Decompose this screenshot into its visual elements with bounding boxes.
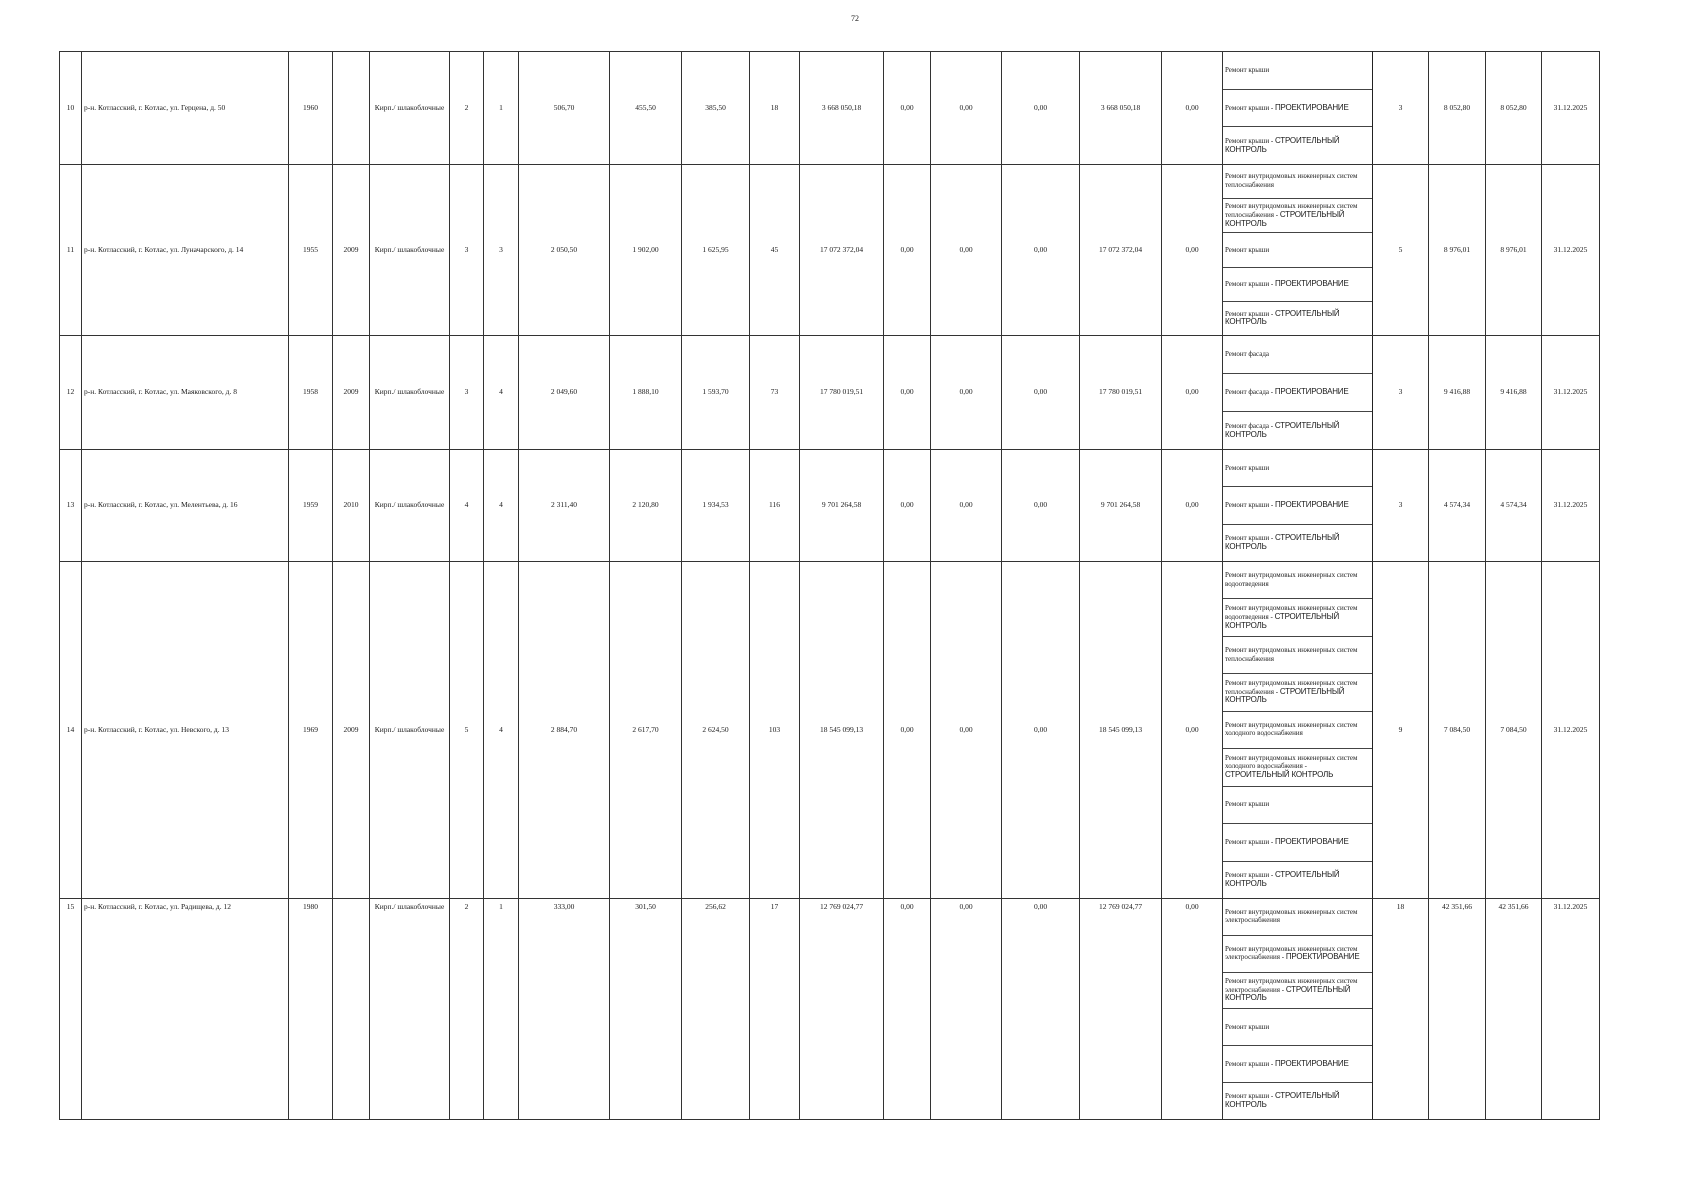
fund-federal-cell: 0,00 <box>884 450 931 562</box>
work-item <box>1223 524 1372 561</box>
work-item-stage: ПРОЕКТИРОВАНИЕ <box>1274 387 1349 397</box>
work-item-label: Ремонт внутридомовых инженерных систем холодного водоснабжения - <box>1225 754 1358 770</box>
works-list <box>1223 336 1372 449</box>
work-item-label: Ремонт внутридомовых инженерных систем водоотведения <box>1225 570 1358 588</box>
work-item-text <box>1225 173 1370 189</box>
row-number: 15 <box>60 899 82 1120</box>
unit-cost-cell: 4 574,34 <box>1429 450 1486 562</box>
works-list <box>1223 899 1372 1119</box>
work-item-label: Ремонт внутридомовых инженерных систем электроснабжения <box>1225 907 1358 925</box>
work-item-stage: СТРОИТЕЛЬНЫЙ КОНТРОЛЬ <box>1225 869 1340 888</box>
residents-cell: 116 <box>750 450 800 562</box>
work-item-label: Ремонт крыши - <box>1225 837 1275 846</box>
fund-local-cell: 0,00 <box>1002 52 1080 165</box>
fund-owners-cell: 12 769 024,77 <box>1080 899 1162 1120</box>
work-item-text <box>1225 755 1370 779</box>
work-item-label: Ремонт крыши <box>1225 1023 1270 1031</box>
table-row <box>60 336 1600 450</box>
work-item-label: Ремонт внутридомовых инженерных систем водоотведения - <box>1225 604 1358 621</box>
residents-cell: 73 <box>750 336 800 450</box>
fund-federal-cell: 0,00 <box>884 165 931 336</box>
unit-cost-cell: 8 052,80 <box>1429 52 1486 165</box>
total-area-cell: 2 884,70 <box>519 562 610 899</box>
deadline-cell: 31.12.2025 <box>1542 899 1600 1120</box>
work-item-text <box>1225 800 1269 809</box>
works-list <box>1223 562 1372 898</box>
work-item-text <box>1225 350 1269 359</box>
work-item <box>1223 267 1372 301</box>
fund-local-cell: 0,00 <box>1002 165 1080 336</box>
premises-area-cell: 455,50 <box>610 52 682 165</box>
work-item <box>1223 1008 1372 1045</box>
work-item-label: Ремонт внутридомовых инженерных систем теплоснабжения - <box>1225 202 1358 219</box>
work-item-stage: СТРОИТЕЛЬНЫЙ КОНТРОЛЬ <box>1225 209 1345 228</box>
work-item-text <box>1225 534 1370 552</box>
work-item <box>1223 411 1372 449</box>
work-item-text <box>1225 310 1370 328</box>
wall-material-cell: Кирп./ шлакоблочные <box>370 899 450 1120</box>
table-row <box>60 52 1600 165</box>
year-built-cell: 1960 <box>289 52 333 165</box>
work-item-stage: СТРОИТЕЛЬНЫЙ КОНТРОЛЬ <box>1225 135 1340 154</box>
wall-material-cell: Кирп./ шлакоблочные <box>370 562 450 899</box>
row-number: 11 <box>60 165 82 336</box>
entrances-cell: 4 <box>484 450 519 562</box>
work-item-stage: СТРОИТЕЛЬНЫЙ КОНТРОЛЬ <box>1225 984 1351 1003</box>
work-item <box>1223 673 1372 710</box>
work-item-stage: ПРОЕКТИРОВАНИЕ <box>1274 278 1349 288</box>
work-item <box>1223 165 1372 198</box>
work-item-stage: СТРОИТЕЛЬНЫЙ КОНТРОЛЬ <box>1225 686 1345 705</box>
fund-local-cell: 0,00 <box>1002 336 1080 450</box>
total-area-cell: 333,00 <box>519 899 610 1120</box>
total-cost-cell: 18 545 099,13 <box>800 562 884 899</box>
work-item <box>1223 786 1372 823</box>
works-list <box>1223 52 1372 164</box>
work-item <box>1223 636 1372 673</box>
fund-federal-cell: 0,00 <box>884 52 931 165</box>
work-item-text <box>1225 246 1269 255</box>
fund-regional-cell: 0,00 <box>931 52 1002 165</box>
deadline-cell: 31.12.2025 <box>1542 562 1600 899</box>
work-item-text <box>1225 501 1349 510</box>
total-area-cell: 2 050,50 <box>519 165 610 336</box>
unit-cost-limit-cell: 7 084,50 <box>1486 562 1542 899</box>
fund-regional-cell: 0,00 <box>931 899 1002 1120</box>
work-item-label: Ремонт внутридомовых инженерных систем холодного водоснабжения <box>1225 720 1358 738</box>
premises-area-cell: 2 120,80 <box>610 450 682 562</box>
entrances-cell: 1 <box>484 52 519 165</box>
works-list <box>1223 450 1372 561</box>
unit-cost-cell: 7 084,50 <box>1429 562 1486 899</box>
floors-cell: 3 <box>450 336 484 450</box>
work-item <box>1223 89 1372 127</box>
work-item-label: Ремонт внутридомовых инженерных систем электроснабжения - <box>1225 944 1358 962</box>
fund-local-cell: 0,00 <box>1002 562 1080 899</box>
work-item-text <box>1225 280 1349 289</box>
premises-area-cell: 1 888,10 <box>610 336 682 450</box>
work-item-label: Ремонт крыши - <box>1225 136 1275 145</box>
page-number: 72 <box>851 14 859 23</box>
table-row <box>60 165 1600 336</box>
work-item-stage: СТРОИТЕЛЬНЫЙ КОНТРОЛЬ <box>1225 308 1340 327</box>
works-list-cell <box>1223 165 1373 336</box>
unit-cost-cell: 8 976,01 <box>1429 165 1486 336</box>
work-item <box>1223 450 1372 486</box>
floors-cell: 4 <box>450 450 484 562</box>
wall-material-cell: Кирп./ шлакоблочные <box>370 165 450 336</box>
unit-cost-limit-cell: 9 416,88 <box>1486 336 1542 450</box>
total-cost-cell: 3 668 050,18 <box>800 52 884 165</box>
work-item <box>1223 373 1372 411</box>
address-cell: р-н. Котласский, г. Котлас, ул. Маяковского, д. 8 <box>82 336 289 450</box>
total-cost-cell: 12 769 024,77 <box>800 899 884 1120</box>
year-renovation-cell: 2009 <box>333 336 370 450</box>
work-item <box>1223 486 1372 523</box>
fund-federal-cell: 0,00 <box>884 336 931 450</box>
work-item-stage: ПРОЕКТИРОВАНИЕ <box>1274 836 1349 846</box>
work-item-text <box>1225 1023 1269 1032</box>
year-built-cell: 1969 <box>289 562 333 899</box>
works-list-cell <box>1223 562 1373 899</box>
work-item-text <box>1225 838 1349 847</box>
work-item-label: Ремонт крыши <box>1225 800 1270 809</box>
work-item-stage: ПРОЕКТИРОВАНИЕ <box>1285 952 1360 962</box>
residents-cell: 17 <box>750 899 800 1120</box>
work-item <box>1223 598 1372 635</box>
work-item-text <box>1225 66 1269 75</box>
total-cost-cell: 9 701 264,58 <box>800 450 884 562</box>
work-item <box>1223 935 1372 972</box>
fund-owners-cell: 9 701 264,58 <box>1080 450 1162 562</box>
year-renovation-cell: 2010 <box>333 450 370 562</box>
floors-cell: 2 <box>450 52 484 165</box>
work-item-text <box>1225 464 1269 473</box>
work-item-text <box>1225 203 1370 228</box>
work-item-text <box>1225 978 1370 1003</box>
table-row <box>60 562 1600 899</box>
deadline-cell: 31.12.2025 <box>1542 165 1600 336</box>
work-item-stage: СТРОИТЕЛЬНЫЙ КОНТРОЛЬ <box>1225 769 1334 779</box>
fund-regional-cell: 0,00 <box>931 450 1002 562</box>
work-item-text <box>1225 680 1370 705</box>
work-item-stage: СТРОИТЕЛЬНЫЙ КОНТРОЛЬ <box>1225 1091 1340 1110</box>
premises-area-cell: 1 902,00 <box>610 165 682 336</box>
fund-owners-cell: 17 072 372,04 <box>1080 165 1162 336</box>
deadline-cell: 31.12.2025 <box>1542 52 1600 165</box>
work-item-label: Ремонт крыши - <box>1225 103 1275 112</box>
fund-other-cell: 0,00 <box>1162 562 1223 899</box>
row-number: 13 <box>60 450 82 562</box>
unit-cost-limit-cell: 4 574,34 <box>1486 450 1542 562</box>
wall-material-cell: Кирп./ шлакоблочные <box>370 52 450 165</box>
work-item-label: Ремонт крыши - <box>1225 1059 1275 1068</box>
row-number: 12 <box>60 336 82 450</box>
living-area-cell: 385,50 <box>682 52 750 165</box>
works-list-cell <box>1223 899 1373 1120</box>
unit-cost-limit-cell: 42 351,66 <box>1486 899 1542 1120</box>
floors-cell: 2 <box>450 899 484 1120</box>
fund-federal-cell: 0,00 <box>884 899 931 1120</box>
entrances-cell: 4 <box>484 562 519 899</box>
work-item <box>1223 861 1372 898</box>
work-count-cell: 18 <box>1373 899 1429 1120</box>
work-item <box>1223 52 1372 89</box>
year-renovation-cell <box>333 899 370 1120</box>
total-area-cell: 506,70 <box>519 52 610 165</box>
work-item <box>1223 823 1372 860</box>
year-renovation-cell: 2009 <box>333 562 370 899</box>
work-item <box>1223 972 1372 1009</box>
premises-area-cell: 2 617,70 <box>610 562 682 899</box>
address-cell: р-н. Котласский, г. Котлас, ул. Радищева, д. 12 <box>82 899 289 1120</box>
wall-material-cell: Кирп./ шлакоблочные <box>370 450 450 562</box>
work-item-text <box>1225 722 1370 738</box>
work-item-text <box>1225 388 1348 397</box>
year-built-cell: 1959 <box>289 450 333 562</box>
work-item <box>1223 126 1372 164</box>
unit-cost-cell: 42 351,66 <box>1429 899 1486 1120</box>
work-item <box>1223 711 1372 748</box>
floors-cell: 3 <box>450 165 484 336</box>
work-item-text <box>1225 1092 1370 1110</box>
work-item-text <box>1225 104 1349 113</box>
works-list-cell <box>1223 52 1373 165</box>
deadline-cell: 31.12.2025 <box>1542 336 1600 450</box>
living-area-cell: 1 593,70 <box>682 336 750 450</box>
address-cell: р-н. Котласский, г. Котлас, ул. Герцена, д. 50 <box>82 52 289 165</box>
work-item <box>1223 1045 1372 1082</box>
work-item-label: Ремонт внутридомовых инженерных систем теплоснабжения <box>1225 645 1358 663</box>
work-item <box>1223 198 1372 232</box>
works-list <box>1223 165 1372 335</box>
total-cost-cell: 17 072 372,04 <box>800 165 884 336</box>
total-cost-cell: 17 780 019,51 <box>800 336 884 450</box>
residents-cell: 45 <box>750 165 800 336</box>
fund-other-cell: 0,00 <box>1162 450 1223 562</box>
work-item <box>1223 232 1372 266</box>
entrances-cell: 3 <box>484 165 519 336</box>
work-item <box>1223 301 1372 335</box>
work-item-text <box>1225 1060 1349 1069</box>
fund-regional-cell: 0,00 <box>931 336 1002 450</box>
work-count-cell: 3 <box>1373 336 1429 450</box>
premises-area-cell: 301,50 <box>610 899 682 1120</box>
address-cell: р-н. Котласский, г. Котлас, ул. Невского, д. 13 <box>82 562 289 899</box>
work-item-label: Ремонт фасада - <box>1225 421 1275 430</box>
row-number: 14 <box>60 562 82 899</box>
work-item-label: Ремонт фасада <box>1225 350 1270 359</box>
living-area-cell: 1 934,53 <box>682 450 750 562</box>
work-item-label: Ремонт крыши <box>1225 245 1270 254</box>
works-list-cell <box>1223 450 1373 562</box>
fund-local-cell: 0,00 <box>1002 450 1080 562</box>
address-cell: р-н. Котласский, г. Котлас, ул. Мелентьева, д. 16 <box>82 450 289 562</box>
year-built-cell: 1955 <box>289 165 333 336</box>
work-item-label: Ремонт крыши <box>1225 463 1270 472</box>
work-item-text <box>1225 871 1370 889</box>
fund-owners-cell: 3 668 050,18 <box>1080 52 1162 165</box>
work-item-label: Ремонт внутридомовых инженерных систем теплоснабжения - <box>1225 678 1358 696</box>
work-item-stage: СТРОИТЕЛЬНЫЙ КОНТРОЛЬ <box>1225 420 1340 439</box>
floors-cell: 5 <box>450 562 484 899</box>
fund-regional-cell: 0,00 <box>931 562 1002 899</box>
unit-cost-limit-cell: 8 052,80 <box>1486 52 1542 165</box>
work-item-label: Ремонт внутридомовых инженерных систем электроснабжения - <box>1225 976 1358 994</box>
address-cell: р-н. Котласский, г. Котлас, ул. Луначарского, д. 14 <box>82 165 289 336</box>
entrances-cell: 4 <box>484 336 519 450</box>
row-number: 10 <box>60 52 82 165</box>
fund-other-cell: 0,00 <box>1162 165 1223 336</box>
work-item-label: Ремонт крыши - <box>1225 870 1275 879</box>
work-item-label: Ремонт фасада - <box>1225 388 1275 397</box>
work-item <box>1223 336 1372 373</box>
work-count-cell: 3 <box>1373 450 1429 562</box>
work-item <box>1223 748 1372 785</box>
year-renovation-cell: 2009 <box>333 165 370 336</box>
total-area-cell: 2 049,60 <box>519 336 610 450</box>
table-row <box>60 450 1600 562</box>
work-item-label: Ремонт крыши <box>1225 65 1270 74</box>
year-built-cell: 1958 <box>289 336 333 450</box>
year-renovation-cell <box>333 52 370 165</box>
fund-regional-cell: 0,00 <box>931 165 1002 336</box>
work-item-text <box>1225 572 1370 588</box>
unit-cost-cell: 9 416,88 <box>1429 336 1486 450</box>
work-item-stage: СТРОИТЕЛЬНЫЙ КОНТРОЛЬ <box>1225 611 1340 630</box>
total-area-cell: 2 311,40 <box>519 450 610 562</box>
fund-owners-cell: 18 545 099,13 <box>1080 562 1162 899</box>
wall-material-cell: Кирп./ шлакоблочные <box>370 336 450 450</box>
work-item-stage: ПРОЕКТИРОВАНИЕ <box>1274 1058 1349 1068</box>
work-count-cell: 5 <box>1373 165 1429 336</box>
living-area-cell: 256,62 <box>682 899 750 1120</box>
entrances-cell: 1 <box>484 899 519 1120</box>
table-row <box>60 899 1600 1120</box>
work-item-label: Ремонт крыши - <box>1225 534 1275 543</box>
work-item-text <box>1225 946 1370 962</box>
living-area-cell: 2 624,50 <box>682 562 750 899</box>
work-item-label: Ремонт крыши - <box>1225 309 1275 318</box>
fund-federal-cell: 0,00 <box>884 562 931 899</box>
work-item-label: Ремонт крыши - <box>1225 279 1275 288</box>
year-built-cell: 1980 <box>289 899 333 1120</box>
work-item <box>1223 562 1372 598</box>
work-item-text <box>1225 909 1370 925</box>
work-count-cell: 3 <box>1373 52 1429 165</box>
unit-cost-limit-cell: 8 976,01 <box>1486 165 1542 336</box>
work-item-stage: СТРОИТЕЛЬНЫЙ КОНТРОЛЬ <box>1225 533 1340 551</box>
work-item-stage: ПРОЕКТИРОВАНИЕ <box>1274 102 1349 112</box>
residents-cell: 18 <box>750 52 800 165</box>
work-count-cell: 9 <box>1373 562 1429 899</box>
repair-register-table <box>59 51 1600 1120</box>
deadline-cell: 31.12.2025 <box>1542 450 1600 562</box>
fund-other-cell: 0,00 <box>1162 52 1223 165</box>
fund-local-cell: 0,00 <box>1002 899 1080 1120</box>
fund-other-cell: 0,00 <box>1162 899 1223 1120</box>
work-item-text <box>1225 605 1370 630</box>
work-item-text <box>1225 137 1370 155</box>
work-item <box>1223 899 1372 935</box>
living-area-cell: 1 625,95 <box>682 165 750 336</box>
fund-owners-cell: 17 780 019,51 <box>1080 336 1162 450</box>
work-item-label: Ремонт крыши - <box>1225 501 1275 510</box>
fund-other-cell: 0,00 <box>1162 336 1223 450</box>
works-list-cell <box>1223 336 1373 450</box>
work-item-text <box>1225 422 1370 440</box>
work-item-label: Ремонт внутридомовых инженерных систем теплоснабжения <box>1225 172 1358 190</box>
work-item-label: Ремонт крыши - <box>1225 1092 1275 1101</box>
work-item-stage: ПРОЕКТИРОВАНИЕ <box>1274 500 1349 510</box>
work-item-text <box>1225 647 1370 663</box>
residents-cell: 103 <box>750 562 800 899</box>
work-item <box>1223 1082 1372 1119</box>
